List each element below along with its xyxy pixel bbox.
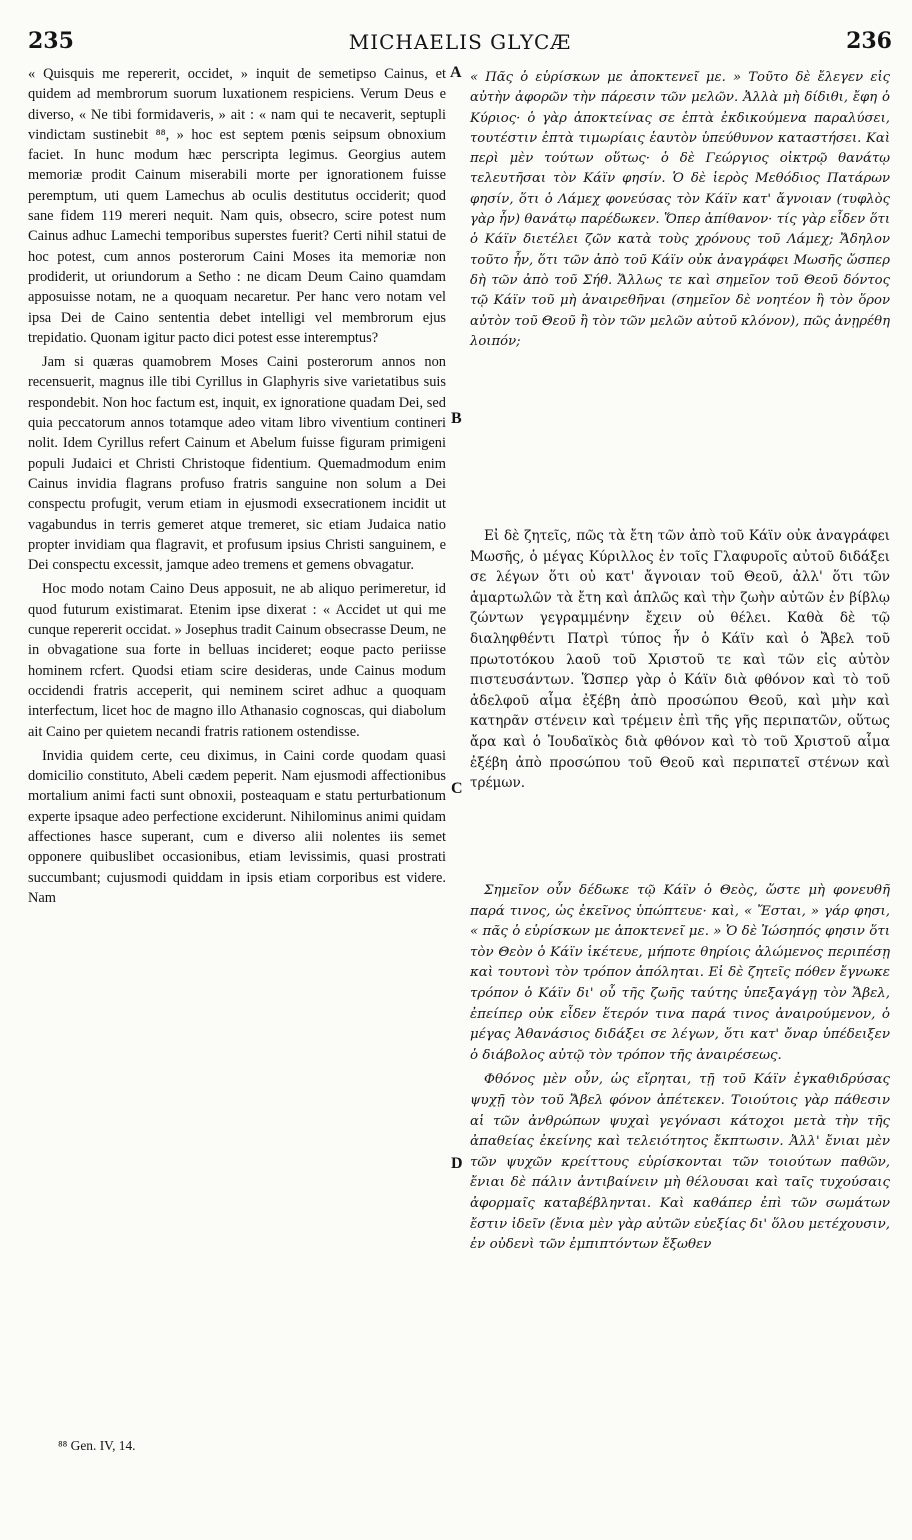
greek-paragraph: Φθόνος μὲν οὖν, ὡς εἴρηται, τῇ τοῦ Κάϊν ἐγκαθιδρύσας ψυχῇ τὸν τοῦ Ἄβελ φόνον ἀπέτεκεν. Τοιούτοις γὰρ πάθεσιν αἱ τῶν ἀνθρώπων ψυχαὶ γεγόνασι κάτοχοι μετὰ τὴν τῆς ἀπαθείας ἐκείνης καὶ τελειότητος ἔκπτωσιν. Ἀλλ' ἔνιαι μὲν τῶν ψυχῶν κρείττους εὑρίσκονται τῶν τοιούτων παθῶν, ἔνιαι δὲ πάλιν ἀντιβαίνειν μὴ θέλουσαι καὶ ταῖς τυχούσαις ἀφορμαῖς καταβέβληνται. Καὶ καθάπερ ἐπὶ τῶν σωμάτων ἔστιν ἰδεῖν (ἔνια μὲν γὰρ αὐτῶν εὐεξίας δι' ὅλου μετέχουσιν, ἐν οὐδενὶ τῶν ἐμπιπτόντων ἔξωθεν — [470, 1072, 890, 1253]
margin-letter-c: C — [451, 780, 463, 797]
margin-letter-b: B — [451, 410, 462, 427]
margin-letter-a: A — [450, 64, 462, 81]
greek-block — [470, 877, 890, 1256]
latin-paragraph: « Quisquis me repererit, occidet, » inquit de semetipso Cainus, et quidem ad membrorum suorum luxationem respiciens. Verum Deus e diverso, « Ne tibi formidaveris, » ait : « nam qui te necaverit, septupli vindictam sustinebit ⁸⁸, » hoc est septem pœnis seipsum obnoxium faciet. In hunc modum hæc perscripta legimus. Georgius autem memoriæ prodit Cainum miserabili morte per ignorationem fuisse peremptum, uti quem Lamechus ab oculis destitutus occiderit; quod sane fidem 119 mereri nequit. Nam quis, obsecro, scire potest num Cainus adhuc Lamechi temporibus superstes fuerit? Certi nihil statui de hoc potest, cum annos posterorum Caini Moses ita memoriæ non prodiderit, ut oriundorum a Setho : ne dicam Deum Caino quamdam apposuisse notam, ne a quoquam necaretur. Per hanc vero notam vel ipsa Dei de Caino sententia debet intelligi vel membrorum ejus trepidatio. Quonam igitur pacto dici potest esse interemptus? — [28, 66, 446, 346]
greek-block — [470, 522, 890, 794]
greek-block — [470, 68, 890, 352]
greek-paragraph: Σημεῖον οὖν δέδωκε τῷ Κάϊν ὁ Θεὸς, ὥστε μὴ φονευθῆ παρά τινος, ὡς ἐκεῖνος ὑπώπτευε· καὶ, « Ἔσται, » γάρ φησι, « πᾶς ὁ εὑρίσκων με ἀποκτενεῖ με. » Ὁ δὲ Ἰώσηπός φησιν ὅτι τὸν Θεὸν ὁ Κάϊν ἱκέτευε, μήποτε θηρίοις ἀλώμενος περιπέσῃ καὶ τουτονὶ τὸν τρόπον ἀπόληται. Εἰ δὲ ζητεῖς πόθεν ἔγνωκε τρόπον ὁ Κάϊν δι' οὗ τῆς ζωῆς ταύτης ὑπεξαγάγῃ τὸν Ἄβελ, ἐπείπερ οὐκ εἶδεν ἕτερόν τινα παρά τινος ἀναιρούμενον, ὁ μέγας Ἀθανάσιος διδάξει σε λέγων, ὅτι κατ' ὄναρ ὑπέδειξεν ὁ διάβολος αὐτῷ τὸν τρόπον τῆς ἀναιρέσεως. — [470, 883, 890, 1063]
page-number-right: 236 — [846, 28, 892, 54]
footnote: ⁸⁸ Gen. IV, 14. — [58, 1438, 136, 1453]
page-number-left: 235 — [28, 28, 74, 54]
latin-paragraph: Hoc modo notam Caino Deus apposuit, ne ab aliquo perimeretur, id quod futurum existimarat. Etenim ipse dixerat : « Accidet ut qui me cunque repererit occidat. » Josephus tradit Cainum obsecrasse Deum, ne in obvagatione sua forte in belluas incideret; eoque pacto periisse hominem rcfert. Quodsi etiam scire desideras, unde Cainus modum occidendi fratris acceperit, qui neminem sciret adhuc a quoquam interfectum, licet hoc de magno illo Athanasio cognoscas, qui diabolum ait Caino per quietem necandi fratris rationem ostendisse. — [28, 581, 446, 740]
latin-column — [28, 64, 446, 908]
running-header — [28, 24, 892, 60]
greek-paragraph: Εἰ δὲ ζητεῖς, πῶς τὰ ἔτη τῶν ἀπὸ τοῦ Κάϊν οὐκ ἀναγράφει Μωσῆς, ὁ μέγας Κύριλλος ἐν τοῖς Γλαφυροῖς αὐτοῦ διδάξει σε λέγων ὅτι οὐ κατ' ἄγνοιαν τοῦ Θεοῦ, ἀλλ' ὅτι τῶν ἁμαρτωλῶν τὰ ἔτη καὶ ἁπλῶς καὶ τὴν ζωὴν αὐτῶν ἐν βίβλῳ ζώντων γεγραμμένην ἔχειν οὐ θέλει. Καθὰ δὲ τῷ διαληφθέντι Πατρὶ τύπος ἦν ὁ Κάϊν καὶ ὁ Ἄβελ τοῦ πρωτοτόκου λαοῦ τοῦ Χριστοῦ τε καὶ τῶν εἰς αὐτὸν πιστευσάντων. Ὥσπερ γὰρ ὁ Κάϊν διὰ φθόνον καὶ τὸ τοῦ ἀδελφοῦ αἷμα ἐξέβη ἀπὸ προσώπου Θεοῦ, καὶ μὴν καὶ κατηρᾶν στένειν καὶ τρέμειν ἐπὶ τῆς γῆς περιπατῶν, οὕτως ἄρα καὶ ὁ Ἰουδαϊκὸς διὰ φθόνον καὶ τὸ τοῦ Χριστοῦ αἷμα ἐξέβη ἀπὸ προσώπου τοῦ Θεοῦ καὶ περιπατεῖ στένων καὶ τρέμων. — [470, 528, 890, 792]
latin-paragraph: Jam si quæras quamobrem Moses Caini posterorum annos non recensuerit, magnus ille tibi Cyrillus in Glaphyris sive varietatibus suis respondebit. Non hoc factum est, inquit, ex ignoratione quadam Dei, sed quia peccatorum annos totamque adeo vitam libro viventium contineri nolit. Idem Cyrillus refert Cainum et Abelum fuisse figuram primigeni populi Judaici et Christi Christoque fidentium. Quemadmodum enim Cainus invidia flagrans profuso fratris sanguine non solum a Dei conspectu profugit, verum etiam in ejusmodi exsecrationem incidit ut vagabundus in terris gemeret atque tremeret, sic etiam Judaica natio propter invidiam qua flagravit, et profusum ipsius Christi sanguinem, e Dei conspectu excessit, jamque adeo tremens et gemens obvagatur. — [28, 354, 446, 574]
latin-paragraph: Invidia quidem certe, ceu diximus, in Caini corde quodam quasi domicilio constituto, Abeli cædem peperit. Nam ejusmodi affectionibus mortalium animi facti sunt obnoxii, posteaquam e statu perturbationum experte ipsaque adeo perfectione exciderunt. Nihilominus animi quidam affectiones hasce superant, cum e diverso alii nolentes iis semet opponere quibuslibet occasionibus, etiam levissimis, quasi prostrati succumbant; cujusmodi quiddam in ipsis etiam corporibus est videre. Nam — [28, 747, 446, 906]
margin-letter-d: D — [451, 1155, 463, 1172]
greek-paragraph: « Πᾶς ὁ εὑρίσκων με ἀποκτενεῖ με. » Τοῦτο δὲ ἔλεγεν εἰς αὐτὴν ἀφορῶν τὴν πάρεσιν τῶν μελῶν. Ἀλλὰ μὴ δίδιθι, ἔφη ὁ Κύριος· ὁ γὰρ ἀποκτείνας σε ἑπτὰ ἐκδικούμενα παραλύσει, τουτέστιν ἑπτὰ τιμωρίαις ἑαυτὸν ὑπεύθυνον καταστήσει. Καὶ περὶ μὲν τούτων οὕτως· ὁ δὲ Γεώργιος οἰκτρῷ θανάτῳ τελευτῆσαι τὸν Κάϊν φησίν. Ὁ δὲ ἱερὸς Μεθόδιος Πατάρων φησίν, ὅτι ὁ Λάμεχ φονεύσας τὸν Κάϊν κατ' ἄγνοιαν (τυφλὸς γὰρ ἦν) θανάτῳ παρέδωκεν. Ὅπερ ἀπίθανον· τίς γὰρ εἶδεν ὅτι ὁ Κάϊν διετέλει ζῶν κατὰ τοὺς χρόνους τοῦ Λάμεχ; Ἄδηλον τοῦτο ἦν, ὅτι τῶν ἀπὸ τοῦ Κάϊν οὐκ ἀναγράφει Μωσῆς ὥσπερ δὴ τῶν ἀπὸ τοῦ Σήθ. Ἄλλως τε καὶ σημεῖον τοῦ Θεοῦ δόντος τῷ Κάϊν τοῦ μὴ ἀναιρεθῆναι (σημεῖον δὲ νοητέον ἢ τὸν ὅρον αὐτὸν τοῦ Θεοῦ ἢ τὸν τῶν μελῶν αὐτοῦ κλόνον), πῶς ἀνῃρέθη λοιπόν; — [470, 70, 890, 349]
greek-column — [470, 64, 890, 1253]
running-title: MICHAELIS GLYCÆ — [348, 30, 572, 54]
